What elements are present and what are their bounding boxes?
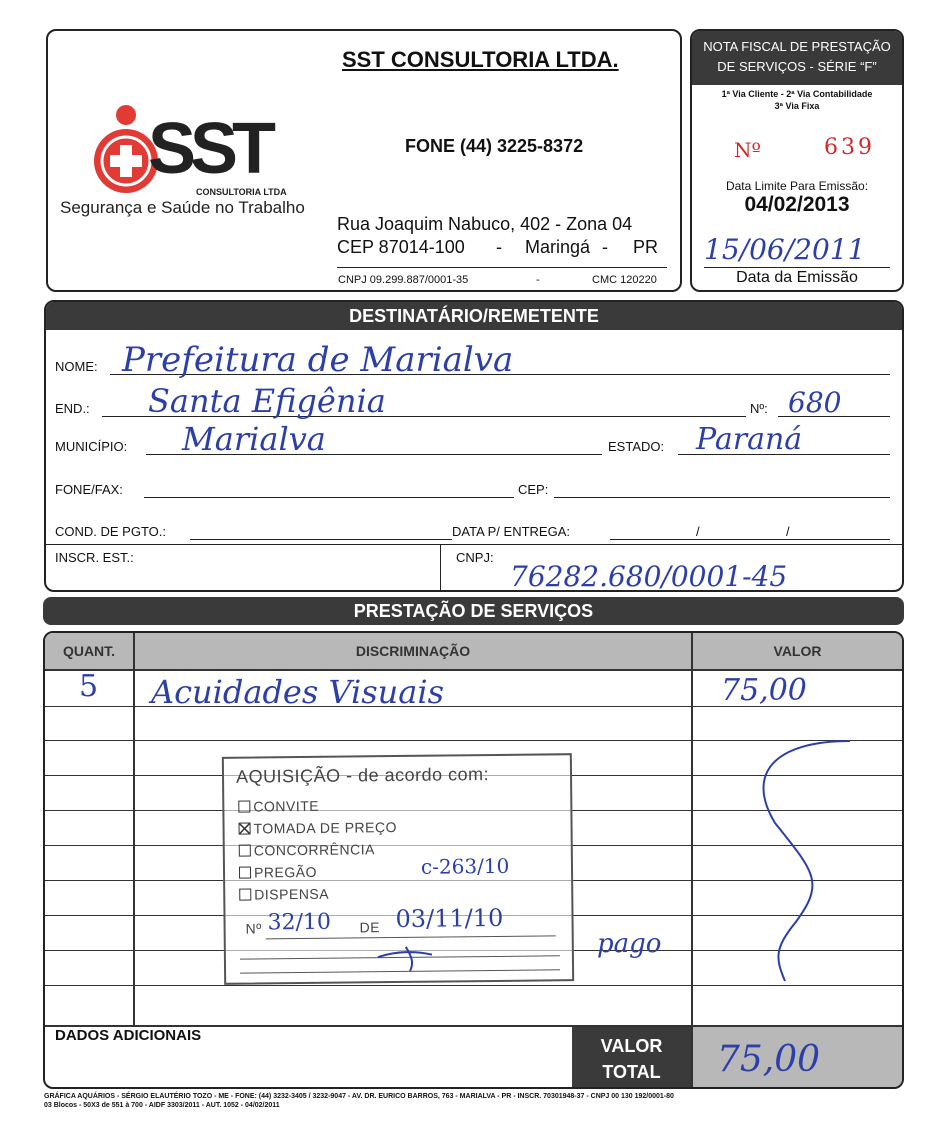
end-value: Santa Efigênia [148, 382, 386, 420]
end-label: END.: [55, 401, 90, 416]
estado-value: Paraná [696, 422, 803, 457]
valor-total-label [572, 1027, 691, 1089]
stamp-title: AQUISIÇÃO - de acordo com: [235, 764, 490, 787]
col-valor-header: VALOR [773, 643, 822, 659]
row-quant: 5 [79, 669, 99, 704]
paid-annotation: pago [597, 929, 662, 959]
company-state: PR [633, 237, 659, 257]
company-slogan: Segurança e Saúde no Trabalho [60, 198, 305, 217]
cep-label: CEP: [518, 482, 549, 497]
nome-label: NOME: [55, 359, 98, 374]
municipio-label: MUNICÍPIO: [55, 439, 128, 454]
stamp-pregao-note: c-263/10 [420, 853, 510, 879]
stamp-num-label: Nº [245, 920, 262, 937]
fone-label: FONE/FAX: [55, 482, 123, 497]
recipient-box [44, 300, 904, 592]
stamp-num-value: 32/10 [267, 909, 332, 936]
company-address: Rua Joaquim Nabuco, 402 - Zona 04 [337, 214, 633, 234]
logo-sub-text: CONSULTORIA LTDA [196, 187, 287, 197]
invoice-via-line1: 1ª Via Cliente - 2ª Via Contabilidade [721, 89, 873, 99]
col-desc-header: DISCRIMINAÇÃO [355, 643, 471, 659]
dados-adicionais-label: DADOS ADICIONAIS [55, 1027, 202, 1044]
company-cep: CEP 87014-100 - Maringá - PR [337, 237, 659, 257]
company-city: Maringá [525, 237, 591, 257]
invoice-title-line2: DE SERVIÇOS - SÉRIE “F” [717, 59, 877, 74]
cond-pgto-label: COND. DE PGTO.: [55, 524, 166, 539]
stamp-option-convite: CONVITE [238, 798, 319, 815]
cnpj-label: CNPJ: [456, 550, 494, 565]
col-quant-header: QUANT. [62, 643, 116, 659]
stamp-date-value: 03/11/10 [395, 903, 504, 934]
numero-value: 680 [788, 386, 842, 419]
valor-label-2: TOTAL [602, 1062, 661, 1082]
sst-logo [92, 105, 332, 205]
estado-label: ESTADO: [608, 439, 665, 454]
nome-value: Prefeitura de Marialva [122, 340, 514, 380]
recipient-section-title: DESTINATÁRIO/REMETENTE [46, 302, 902, 330]
invoice-title-bar [692, 31, 902, 85]
acquisition-stamp [222, 753, 574, 985]
emission-date: 15/06/2011 [704, 233, 866, 266]
stamp-option-concorrencia: CONCORRÊNCIA [239, 841, 375, 858]
squiggle-line-icon [735, 733, 855, 983]
stamp-option-dispensa: DISPENSA [239, 886, 329, 903]
company-name: SST CONSULTORIA LTDA. [342, 47, 619, 72]
valor-total-value: 75,00 [717, 1039, 821, 1080]
valor-label-1: VALOR [600, 1036, 663, 1056]
limit-date: 04/02/2013 [744, 193, 850, 216]
entrega-label: DATA P/ ENTREGA: [452, 524, 570, 539]
row-valor: 75,00 [721, 673, 807, 708]
municipio-value: Marialva [182, 420, 326, 458]
logo-text: SST [148, 109, 271, 189]
stamp-de-label: DE [359, 919, 381, 936]
footer-line2: 03 Blocos - 50X3 de 551 à 700 - AIDF 3303/2011 - AUT. 1052 - 04/02/2011 [44, 1102, 280, 1109]
company-cnpj: CNPJ 09.299.887/0001-35 [338, 274, 469, 286]
invoice-info-box [690, 29, 904, 292]
invoice-via-line2: 3ª Via Fixa [774, 101, 820, 111]
signature-icon [376, 943, 436, 974]
services-section-title: PRESTAÇÃO DE SERVIÇOS [43, 597, 904, 625]
cnpj-value: 76282.680/0001-45 [510, 560, 788, 592]
invoice-number: 639 [824, 135, 875, 160]
footer-line1: GRÁFICA AQUÁRIOS - SÉRGIO ELAUTÉRIO TOZO - ME - FONE: (44) 3232-3405 / 3232-9047 - AV. DR. EURICO BARROS, 763 - MARIALVA - PR - INSCR. 70301948-37 - CNPJ 00 130 192/0001-80 [44, 1093, 674, 1100]
entrega-slash-2: / [786, 524, 790, 539]
invoice-number-label: Nº [734, 138, 761, 162]
stamp-option-pregao: PREGÃO [239, 864, 317, 881]
inscr-est-label: INSCR. EST.: [55, 550, 134, 565]
stamp-option-tomada: TOMADA DE PREÇO [238, 819, 397, 837]
limit-date-label: Data Limite Para Emissão: [725, 179, 869, 193]
checked-box-icon [239, 823, 251, 835]
company-cep-value: CEP 87014-100 [337, 237, 465, 257]
entrega-slash-1: / [696, 524, 700, 539]
numero-label: Nº: [750, 401, 768, 416]
company-cmc: CMC 120220 [592, 274, 657, 286]
company-header-box: SST CONSULTORIA LTDA Segurança e Saúde no Trabalho SST CONSULTORIA LTDA. FONE (44) 3225-8372 Rua Joaquim Nabuco, 402 - Zona 04 CEP 87014-100 - Maringá - PR CNPJ 09.299.887/0001-35 - CMC 120220 [46, 29, 682, 292]
company-phone: FONE (44) 3225-8372 [405, 136, 584, 156]
row-desc: Acuidades Visuais [151, 673, 444, 711]
emission-date-label: Data da Emissão [736, 269, 858, 286]
invoice-title-line1: NOTA FISCAL DE PRESTAÇÃO [703, 39, 891, 54]
